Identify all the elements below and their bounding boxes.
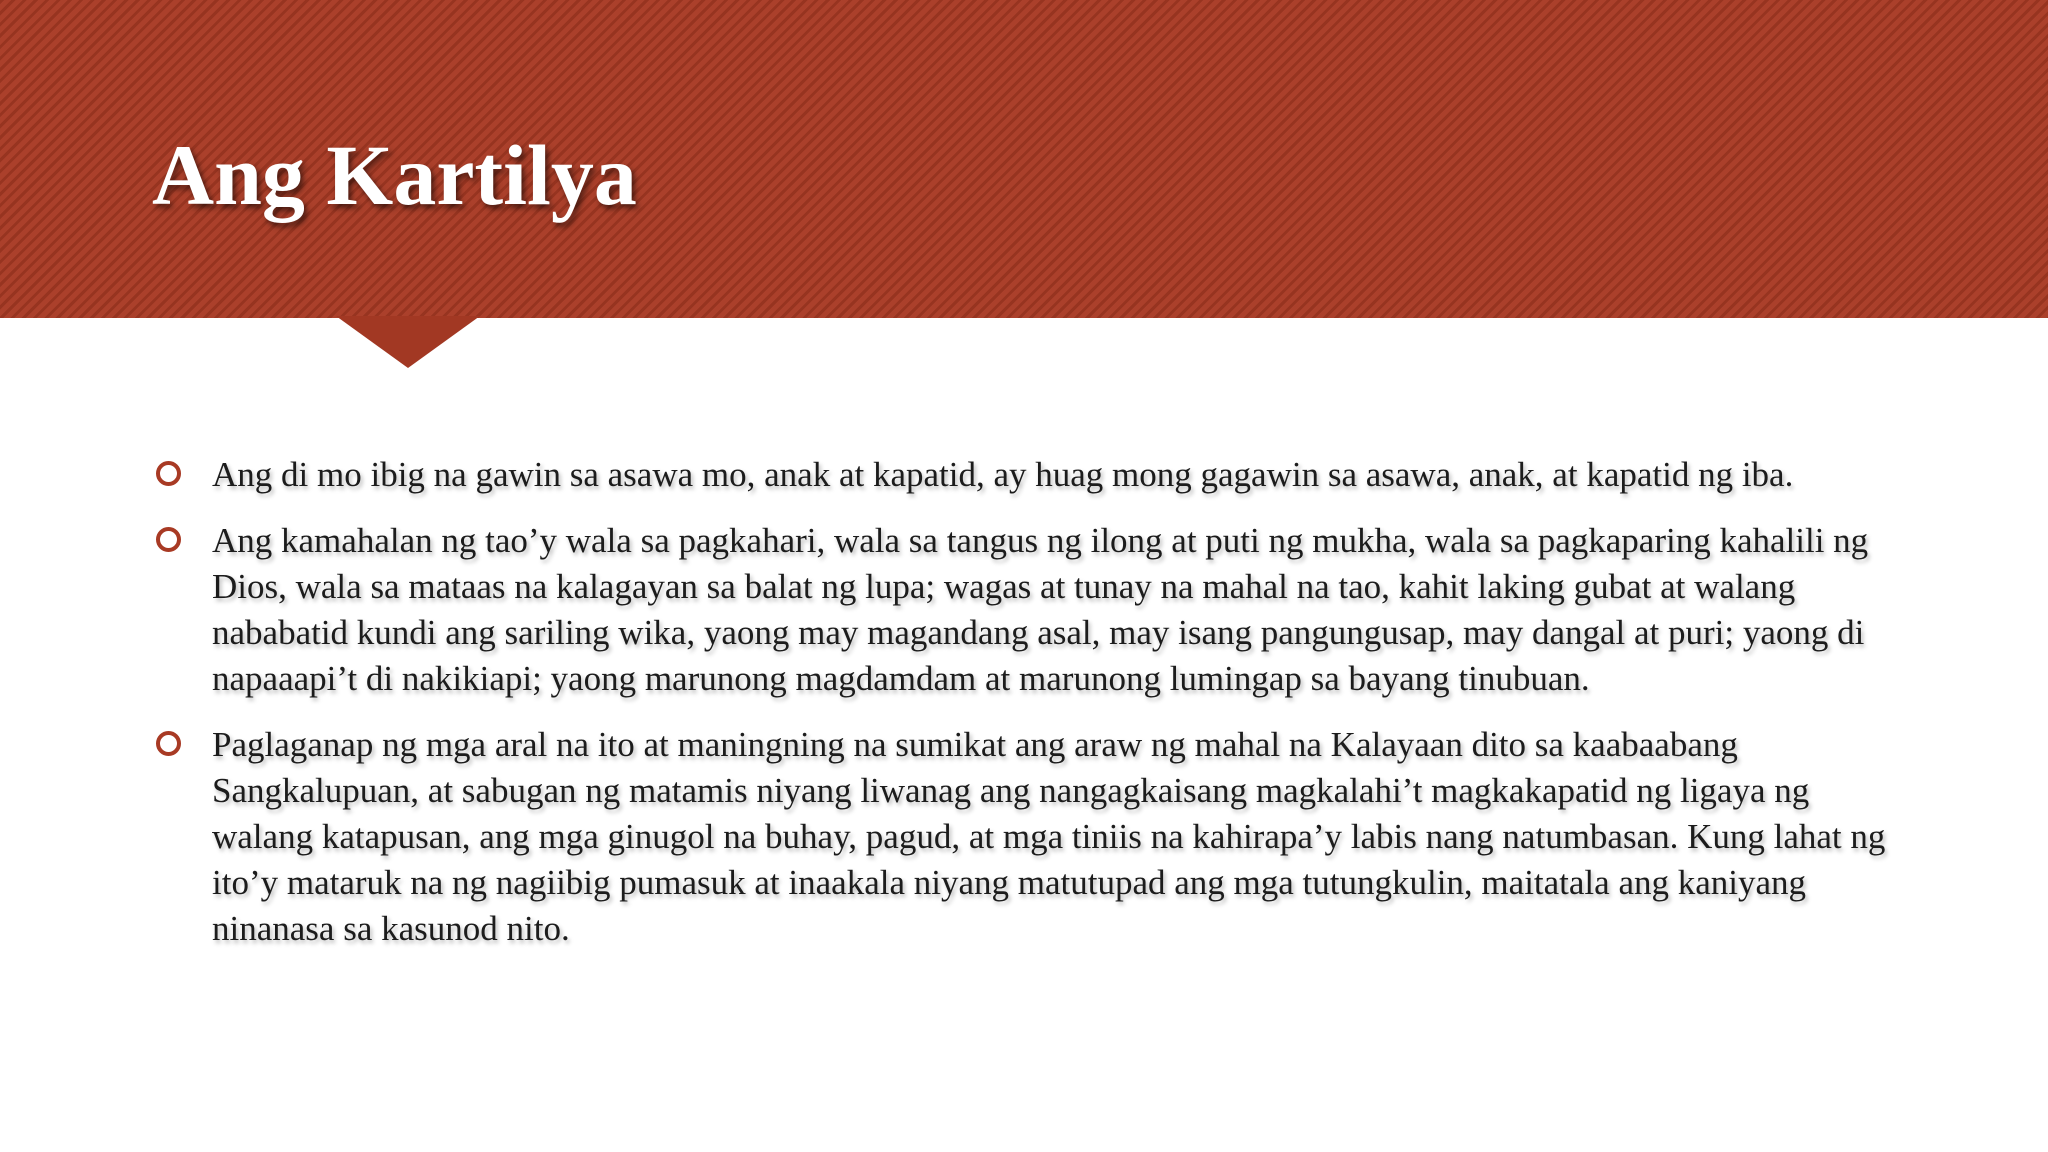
bullet-text: Ang kamahalan ng tao’y wala sa pagkahari, wala sa tangus ng ilong at puti ng mukha, wala sa pagkaparing kahalili ng Dios, wala sa mataas na kalagayan sa balat ng lupa; wagas at tunay na mahal na tao, kahit laking gubat at walang nababatid kundi ang sariling wika, yaong may magandang asal, may isang pangungusap, may dangal at puri; yaong di napaaapi’t di nakikiapi; yaong marunong magdamdam at marunong lumingap sa bayang tinubuan. (212, 521, 1869, 698)
bullet-list (150, 452, 1910, 972)
bullet-text: Ang di mo ibig na gawin sa asawa mo, anak at kapatid, ay huag mong gagawin sa asawa, anak, at kapatid ng iba. (212, 455, 1794, 494)
hollow-circle-icon (156, 527, 181, 552)
banner-notch (336, 316, 480, 368)
hollow-circle-icon (156, 731, 181, 756)
bullet-text: Paglaganap ng mga aral na ito at maningning na sumikat ang araw ng mahal na Kalayaan dito sa kaabaabang Sangkalupuan, at sabugan ng matamis niyang liwanag ang nangagkaisang magkalahi’t magkakapatid ng ligaya ng walang katapusan, ang mga ginugol na buhay, pagud, at mga tiniis na kahirapa’y labis nang natumbasan. Kung lahat ng ito’y mataruk na ng nagiibig pumasuk at inaakala niyang matutupad ang mga tutungkulin, maitatala ang kaniyang ninanasa sa kasunod nito. (212, 725, 1886, 948)
bullet-item (150, 518, 1910, 702)
bullet-item (150, 722, 1910, 952)
bullet-item (150, 452, 1910, 498)
hollow-circle-icon (156, 461, 181, 486)
slide-title: Ang Kartilya (152, 127, 637, 223)
